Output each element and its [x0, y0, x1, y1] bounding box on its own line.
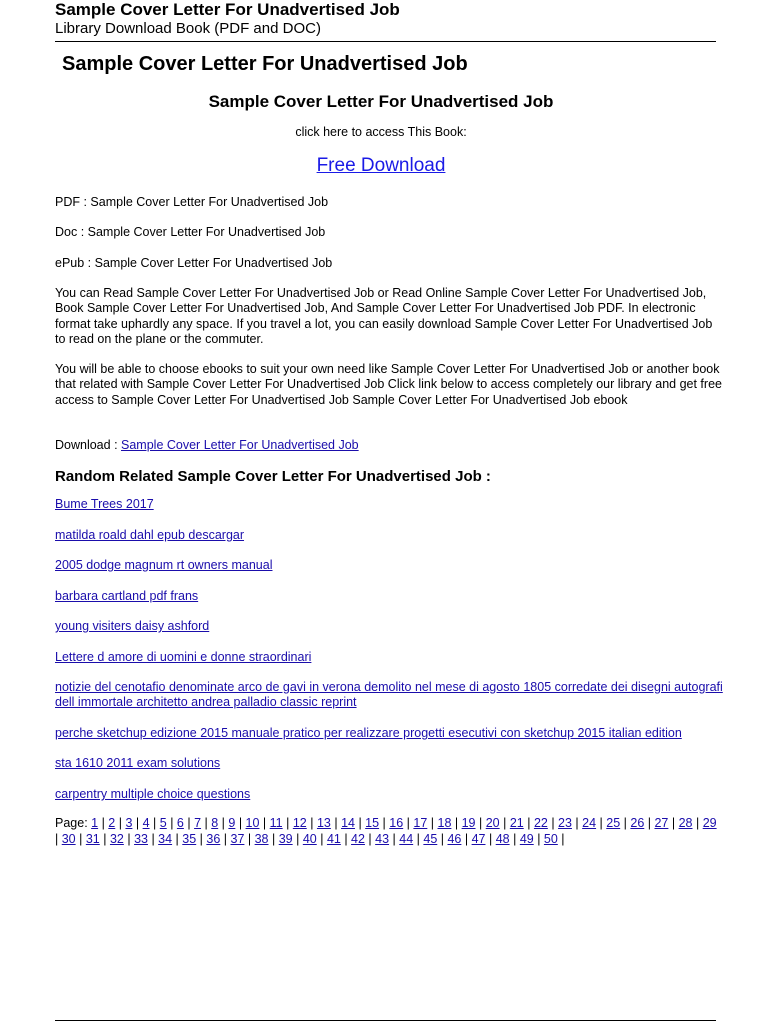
page-separator: | — [364, 831, 376, 846]
page-separator: | — [147, 831, 159, 846]
page-separator: | — [132, 816, 143, 830]
page-separator: | — [668, 816, 679, 830]
page-link[interactable]: 14 — [341, 816, 355, 830]
related-heading: Random Related Sample Cover Letter For Unadvertised Job : — [55, 468, 491, 485]
related-link[interactable] — [55, 650, 723, 665]
page-link[interactable]: 50 — [543, 831, 558, 846]
related-link-text[interactable]: carpentry multiple choice questions — [55, 787, 251, 801]
page-link[interactable]: 43 — [375, 831, 390, 846]
free-download-link[interactable]: Free Download — [316, 155, 446, 176]
page-separator: | — [451, 816, 462, 830]
page-separator: | — [183, 816, 195, 830]
related-link[interactable] — [55, 787, 723, 802]
page-link[interactable]: 2 — [108, 816, 116, 830]
page-link[interactable]: 5 — [159, 816, 167, 830]
related-link-text[interactable]: young visiters daisy ashford — [55, 619, 210, 633]
page-link[interactable]: 6 — [176, 816, 184, 830]
page-separator: | — [403, 816, 414, 830]
page-link[interactable]: 11 — [269, 816, 283, 830]
ebooks-paragraph: You will be able to choose ebooks to suit your own need like Sample Cover Letter For Unadvertised Job or another book that related with Sample Cover Letter For Unadvertised Job Click link below to access completely our library and get free access to Sample Cover Letter For Unadvertised Job Sample Cover Letter For Unadvertised Job ebook — [55, 362, 722, 407]
page-link[interactable]: 19 — [461, 816, 476, 830]
page-link[interactable]: 45 — [423, 831, 438, 846]
page-separator: | — [55, 831, 62, 846]
page-link[interactable]: 18 — [437, 816, 452, 830]
page-separator: | — [509, 831, 520, 846]
page-separator: | — [244, 831, 255, 846]
header-subtitle: Library Download Book (PDF and DOC) — [55, 20, 321, 37]
page-link[interactable]: 16 — [389, 816, 404, 830]
related-link[interactable] — [55, 558, 723, 573]
page-separator: | — [115, 816, 126, 830]
page-link[interactable]: 38 — [254, 831, 269, 846]
page-separator: | — [485, 831, 496, 846]
page-link[interactable]: 46 — [447, 831, 462, 846]
page-separator: | — [437, 831, 448, 846]
page-link[interactable]: 7 — [194, 816, 202, 830]
pagination — [55, 816, 723, 847]
access-instruction: click here to access This Book: — [295, 125, 467, 139]
page-separator: | — [692, 816, 703, 830]
page-link[interactable]: 32 — [109, 831, 124, 846]
related-link-text[interactable]: barbara cartland pdf frans — [55, 589, 199, 603]
page-separator: | — [220, 831, 231, 846]
intro-paragraph: You can Read Sample Cover Letter For Unadvertised Job or Read Online Sample Cover Letter For Unadvertised Job, Book Sample Cover Letter For Unadvertised Job, And Sample Cover Letter For Unadvertised Job PDF. In electronic format take uphardly any space. If you travel a lot, you can easily download Sample Cover Letter For Unadvertised Job to read on the plane or the commuter. — [55, 286, 713, 346]
page-separator: | — [523, 816, 534, 830]
related-link[interactable] — [55, 756, 723, 771]
page-separator: | — [99, 831, 110, 846]
page-separator: | — [547, 816, 559, 830]
page-separator: | — [379, 816, 390, 830]
related-link-text[interactable]: Lettere d amore di uomini e donne straordinari — [55, 650, 312, 664]
pagination-list — [55, 816, 717, 846]
page-link[interactable]: 31 — [85, 831, 100, 846]
page-link[interactable]: 33 — [134, 831, 148, 846]
page-link[interactable]: 22 — [533, 816, 548, 830]
page-separator: | — [235, 816, 246, 830]
related-link[interactable] — [55, 589, 723, 604]
page-link[interactable]: 35 — [182, 831, 197, 846]
page-separator: | — [644, 816, 655, 830]
page-separator: | — [75, 831, 86, 846]
page-separator: | — [620, 816, 631, 830]
page-separator: | — [571, 816, 583, 830]
page-separator: | — [201, 816, 212, 830]
related-link-text[interactable]: sta 1610 2011 exam solutions — [55, 756, 221, 770]
related-link-text[interactable]: 2005 dodge magnum rt owners manual — [55, 558, 273, 572]
download-label: Download : — [55, 438, 122, 452]
page-link[interactable]: 8 — [211, 816, 219, 830]
page-separator: | — [166, 816, 177, 830]
page-separator: | — [98, 816, 109, 830]
page-separator: | — [316, 831, 327, 846]
page-link[interactable]: 25 — [606, 816, 621, 830]
page-separator: | — [413, 831, 424, 846]
page-separator: | — [282, 816, 293, 830]
free-download-container — [0, 155, 762, 177]
document-title: Sample Cover Letter For Unadvertised Job — [62, 53, 468, 75]
related-link[interactable] — [55, 619, 723, 634]
page-link[interactable]: 23 — [558, 816, 572, 830]
page-separator: | — [149, 816, 160, 830]
page-link[interactable]: 10 — [245, 816, 260, 830]
page-separator: | — [427, 816, 438, 830]
page-link[interactable]: 42 — [351, 831, 365, 846]
page-link[interactable]: 26 — [630, 816, 645, 830]
page-link[interactable]: 15 — [365, 816, 380, 830]
page-separator: | — [354, 816, 366, 830]
pdf-format-line: PDF : Sample Cover Letter For Unadvertised Job — [55, 195, 329, 209]
epub-format-line: ePub : Sample Cover Letter For Unadvertised Job — [55, 256, 333, 270]
download-link[interactable]: Sample Cover Letter For Unadvertised Job — [121, 438, 359, 452]
page-separator: | — [596, 816, 607, 830]
page-separator: | — [461, 831, 472, 846]
page-separator: | — [389, 831, 400, 846]
page-separator: | — [172, 831, 183, 846]
page-separator: | — [533, 831, 544, 846]
page-link[interactable]: 40 — [302, 831, 317, 846]
pagination-label: Page: — [55, 816, 92, 830]
page-link[interactable]: 9 — [228, 816, 236, 830]
page-link[interactable]: 27 — [654, 816, 669, 830]
page-separator: | — [330, 816, 342, 830]
page-link[interactable]: 34 — [158, 831, 173, 846]
page-link[interactable]: 47 — [471, 831, 486, 846]
related-link[interactable] — [55, 726, 723, 741]
page-separator: | — [259, 816, 270, 830]
page-separator: | — [292, 831, 303, 846]
page-link[interactable]: 4 — [142, 816, 150, 830]
related-link[interactable] — [55, 528, 723, 543]
header-divider — [55, 41, 716, 42]
page-link[interactable]: 28 — [678, 816, 693, 830]
page-link[interactable]: 3 — [125, 816, 133, 830]
page-link[interactable]: 44 — [399, 831, 414, 846]
related-link-text[interactable]: perche sketchup edizione 2015 manuale pratico per realizzare progetti esecutivi con sketchup 2015 italian edition — [55, 726, 682, 740]
book-title: Sample Cover Letter For Unadvertised Job — [208, 92, 554, 111]
page-link[interactable]: 37 — [230, 831, 245, 846]
related-link-text[interactable]: matilda roald dahl epub descargar — [55, 528, 245, 542]
page-link[interactable]: 41 — [326, 831, 341, 846]
page-link[interactable]: 48 — [495, 831, 510, 846]
related-link-text[interactable]: Bume Trees 2017 — [55, 497, 154, 511]
footer-divider — [55, 1020, 716, 1021]
page-link[interactable]: 49 — [519, 831, 534, 846]
page-link[interactable]: 13 — [316, 816, 331, 830]
page-link[interactable]: 30 — [61, 831, 76, 846]
page-separator: | — [499, 816, 510, 830]
page-link[interactable]: 20 — [485, 816, 500, 830]
page-separator: | — [557, 831, 565, 846]
page-link[interactable]: 24 — [582, 816, 597, 830]
doc-format-line: Doc : Sample Cover Letter For Unadvertised Job — [55, 225, 326, 239]
page-link[interactable]: 21 — [509, 816, 524, 830]
page-separator: | — [475, 816, 486, 830]
page-link[interactable]: 1 — [91, 816, 99, 830]
page-link[interactable]: 29 — [702, 816, 717, 830]
page-separator: | — [196, 831, 207, 846]
page-separator: | — [340, 831, 352, 846]
related-link[interactable] — [55, 497, 723, 512]
page-separator: | — [218, 816, 229, 830]
page-separator: | — [123, 831, 135, 846]
page-link[interactable]: 36 — [206, 831, 221, 846]
page-link[interactable]: 39 — [278, 831, 293, 846]
page-link[interactable]: 17 — [413, 816, 428, 830]
page-link[interactable]: 12 — [292, 816, 307, 830]
header-title: Sample Cover Letter For Unadvertised Job — [55, 0, 400, 19]
page-separator: | — [306, 816, 317, 830]
page-separator: | — [268, 831, 279, 846]
download-line — [55, 438, 359, 454]
related-link-text[interactable]: notizie del cenotafio denominate arco de gavi in verona demolito nel mese di agosto 1805 corredate dei disegni autografi dell immortale architetto andrea palladio classic reprint — [55, 680, 723, 710]
related-link[interactable] — [55, 680, 723, 711]
